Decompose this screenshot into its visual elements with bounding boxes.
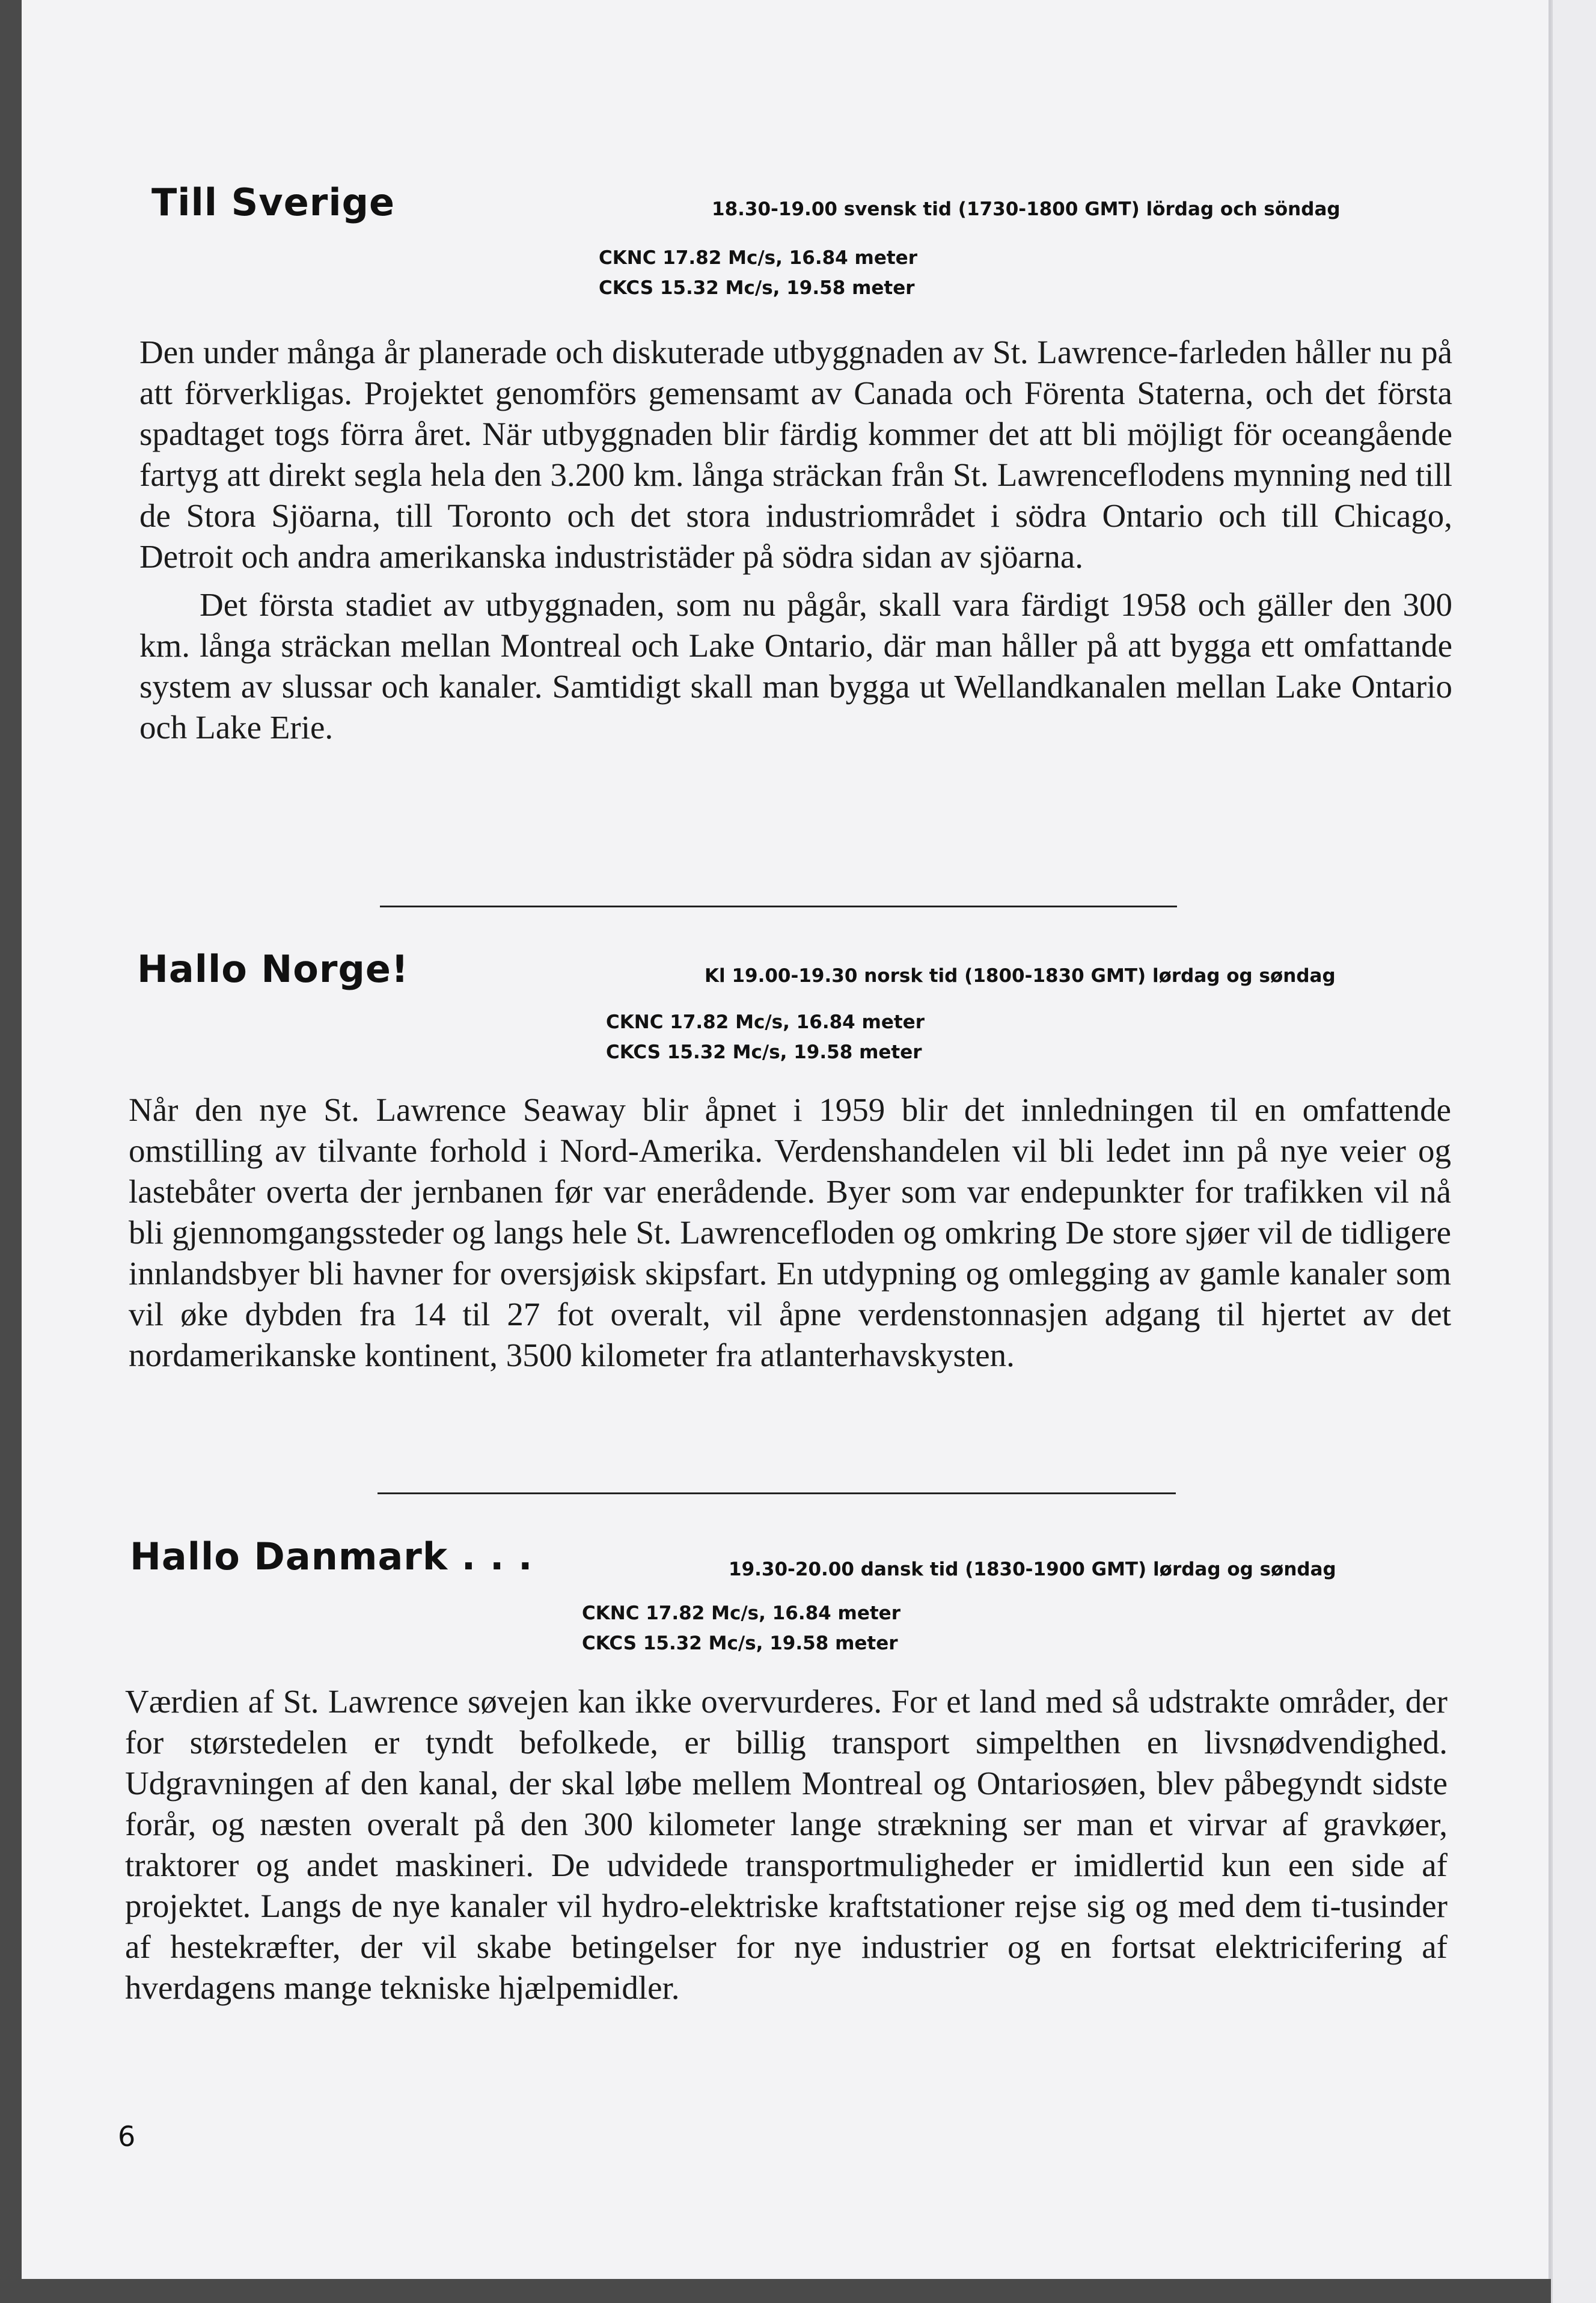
section-divider [378,1492,1176,1494]
frequency-line: CKCS 15.32 Mc/s, 19.58 meter [582,1633,898,1654]
frequency-line: CKNC 17.82 Mc/s, 16.84 meter [582,1602,900,1624]
section-divider [380,906,1177,907]
frequency-info-norge [606,1007,925,1067]
section-body-danmark [125,1681,1448,2008]
frequency-line: CKCS 15.32 Mc/s, 19.58 meter [606,1041,922,1063]
broadcast-schedule-norge: Kl 19.00-19.30 norsk tid (1800-1830 GMT) lørdag og søndag [705,965,1336,987]
broadcast-schedule-sverige: 18.30-19.00 svensk tid (1730-1800 GMT) lördag och söndag [712,198,1341,220]
adjacent-page-edge [1551,0,1596,2303]
broadcast-schedule-danmark: 19.30-20.00 dansk tid (1830-1900 GMT) lørdag og søndag [729,1559,1336,1580]
paragraph: Værdien af St. Lawrence søvejen kan ikke overvurderes. For et land med så udstrakte områder, der for størstedelen er tyndt befolkede, er billig transport simpelthen en livsnødvendighed. Udgravningen af den kanal, der skal løbe mellem Montreal og Ontariosøen, blev påbegyndt sidste forår, og næsten overalt på den 300 kilometer lange strækning ser man et virvar af gravkøer, traktorer og andet maskineri. De udvidede transportmuligheder er imidlertid kun een side af projektet. Langs de nye kanaler vil hydro-elektriske kraftstationer rejse sig og med dem ti-tusinder af hestekræfter, der vil skabe betingelser for nye industrier og en fortsat elektricifering af hverdagens mange tekniske hjælpemidler. [125,1683,1448,2006]
section-heading-danmark: Hallo Danmark . . . [130,1535,533,1578]
section-heading-norge: Hallo Norge! [137,947,409,991]
section-heading-sverige: Till Sverige [151,180,396,224]
paragraph: Når den nye St. Lawrence Seaway blir åpnet i 1959 blir det innledningen til en omfattende omstilling av tilvante forhold i Nord-Amerika. Verdenshandelen vil bli ledet inn på nye veier og lastebåter overta der jernbanen før var enerådende. Byer som var endepunkter for trafikken vil nå bli gjennomgangssteder og langs hele St. Lawrencefloden og omkring De store sjøer vil de tidligere innlandsbyer bli havner for oversjøisk skipsfart. En utdypning og omlegging av gamle kanaler som vil øke dybden fra 14 til 27 fot overalt, vil åpne verdenstonnasjen adgang til hjertet av det nordamerikanske kontinent, 3500 kilometer fra atlanterhavskysten. [129,1091,1451,1373]
paragraph: Det första stadiet av utbyggnaden, som nu pågår, skall vara färdigt 1958 och gäller den 300 km. långa sträckan mellan Montreal och Lake Ontario, där man håller på att bygga ett omfattande system av slussar och kanaler. Samtidigt skall man bygga ut Wellandkanalen mellan Lake Ontario och Lake Erie. [139,586,1452,746]
frequency-info-sverige [599,243,917,303]
frequency-line: CKNC 17.82 Mc/s, 16.84 meter [606,1011,925,1033]
frequency-line: CKCS 15.32 Mc/s, 19.58 meter [599,277,915,299]
frequency-info-danmark [582,1598,900,1658]
page-number: 6 [118,2120,136,2153]
brochure-page [22,0,1551,2279]
paragraph: Den under många år planerade och diskuterade utbyggnaden av St. Lawrence-farleden håller nu på att förverkligas. Projektet genomförs gemensamt av Canada och Förenta Staterna, och det första spadtaget togs förra året. När utbyggnaden blir färdig kommer det att bli möjligt för oceangående fartyg att direkt segla hela den 3.200 km. långa sträckan från St. Lawrenceflodens mynning ned till de Stora Sjöarna, till Toronto och det stora industriområdet i södra Ontario och till Chicago, Detroit och andra amerikanska industristäder på södra sidan av sjöarna. [139,334,1452,575]
section-body-norge [129,1090,1451,1376]
frequency-line: CKNC 17.82 Mc/s, 16.84 meter [599,247,917,269]
section-body-sverige [139,332,1452,748]
